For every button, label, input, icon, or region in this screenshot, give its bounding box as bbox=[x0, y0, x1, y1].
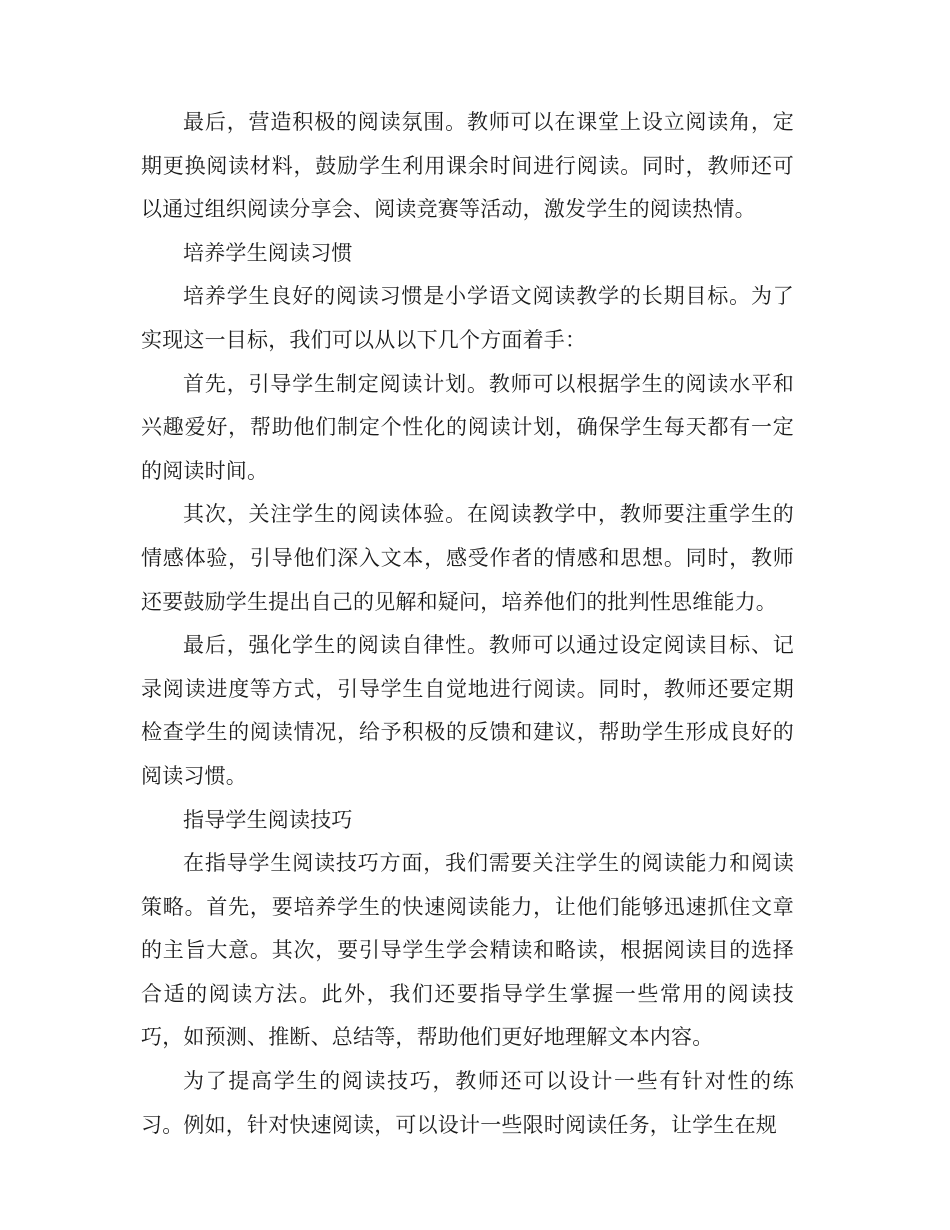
paragraph-reading-plan: 首先，引导学生制定阅读计划。教师可以根据学生的阅读水平和兴趣爱好，帮助他们制定个性化的阅读计划，确保学生每天都有一定的阅读时间。 bbox=[141, 371, 794, 483]
document-body bbox=[141, 101, 794, 1147]
paragraph-reading-skills: 在指导学生阅读技巧方面，我们需要关注学生的阅读能力和阅读策略。首先，要培养学生的快速阅读能力，让他们能够迅速抓住文章的主旨大意。其次，要引导学生学会精读和略读，根据阅读目的选择合适的阅读方法。此外，我们还要指导学生掌握一些常用的阅读技巧，如预测、推断、总结等，帮助他们更好地理解文本内容。 bbox=[141, 851, 794, 1050]
paragraph-reading-atmosphere: 最后，营造积极的阅读氛围。教师可以在课堂上设立阅读角，定期更换阅读材料，鼓励学生利用课余时间进行阅读。同时，教师还可以通过组织阅读分享会、阅读竞赛等活动，激发学生的阅读热情。 bbox=[141, 110, 794, 222]
paragraph-skill-exercises: 为了提高学生的阅读技巧，教师还可以设计一些有针对性的练习。例如，针对快速阅读，可以设计一些限时阅读任务，让学生在规 bbox=[141, 1069, 794, 1137]
section-heading-reading-habits: 培养学生阅读习惯 bbox=[183, 240, 353, 265]
paragraph-habits-intro: 培养学生良好的阅读习惯是小学语文阅读教学的长期目标。为了实现这一目标，我们可以从以下几个方面着手： bbox=[141, 284, 794, 352]
section-heading-reading-skills: 指导学生阅读技巧 bbox=[183, 807, 353, 832]
paragraph-reading-self-discipline: 最后，强化学生的阅读自律性。教师可以通过设定阅读目标、记录阅读进度等方式，引导学生自觉地进行阅读。同时，教师还要定期检查学生的阅读情况，给予积极的反馈和建议，帮助学生形成良好的阅读习惯。 bbox=[141, 633, 794, 788]
paragraph-reading-experience: 其次，关注学生的阅读体验。在阅读教学中，教师要注重学生的情感体验，引导他们深入文本，感受作者的情感和思想。同时，教师还要鼓励学生提出自己的见解和疑问，培养他们的批判性思维能力。 bbox=[141, 502, 794, 614]
